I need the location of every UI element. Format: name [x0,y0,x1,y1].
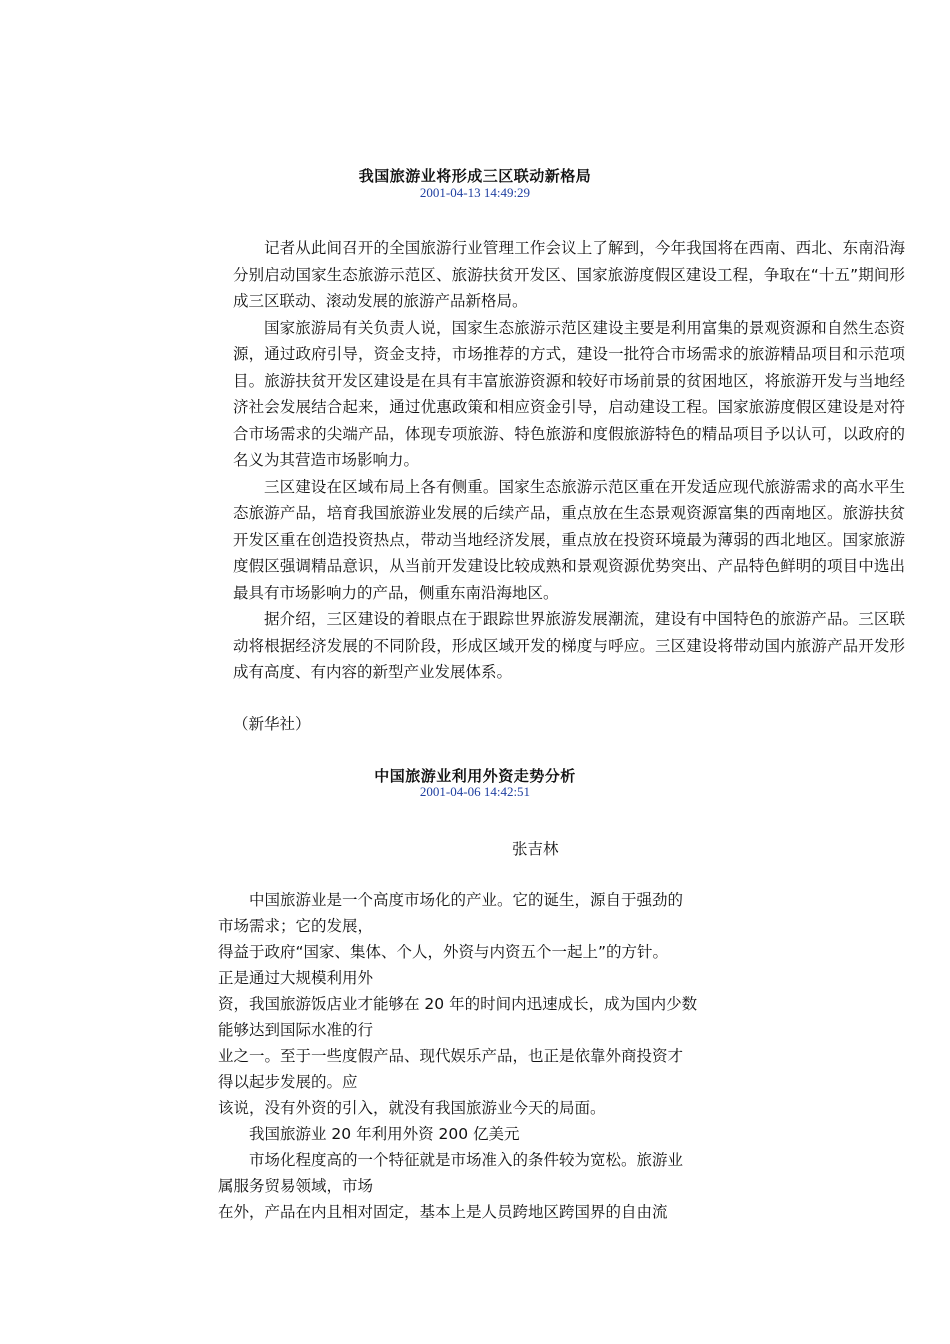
text-line: 该说，没有外资的引入，就没有我国旅游业今天的局面。 [218,1099,606,1117]
article-2-title: 中国旅游业利用外资走势分析 [374,767,576,785]
text-line: 中国旅游业是一个高度市场化的产业。它的诞生，源自于强劲的 [249,891,684,909]
article-2-date: 2001-04-06 14:42:51 [419,784,531,799]
paragraph: 国家旅游局有关负责人说，国家生态旅游示范区建设主要是利用富集的景观资源和自然生态资源，通过政府引导，资金支持，市场推荐的方式，建设一批符合市场需求的旅游精品项目和示范项目。旅游扶贫开发区建设是在具有丰富旅游资源和较好市场前景的贫困地区，将旅游开发与当地经济社会发展结合起来，通过优惠政策和相应资金引导，启动建设工程。国家旅游度假区建设是对符合市场需求的尖端产品，体现专项旅游、特色旅游和度假旅游特色的精品项目予以认可，以政府的名义为其营造市场影响力。 [233,318,905,469]
text-line: 能够达到国际水准的行 [218,1021,374,1039]
text-line: 属服务贸易领域，市场 [218,1177,374,1195]
text-line: 得益于政府“国家、集体、个人，外资与内资五个一起上”的方针。 [218,943,669,961]
article-2-author: 张吉林 [512,840,559,858]
text-line: 资，我国旅游饭店业才能够在 20 年的时间内迅速成长，成为国内少数 [218,995,698,1013]
article-1-title: 我国旅游业将形成三区联动新格局 [358,167,592,185]
article-1-source: （新华社） [233,715,311,733]
text-line: 正是通过大规模利用外 [218,969,374,987]
text-line: 市场需求；它的发展， [218,917,374,935]
text-line: 业之一。至于一些度假产品、现代娱乐产品，也正是依靠外商投资才 [218,1047,684,1065]
section-heading: 我国旅游业 20 年利用外资 200 亿美元 [249,1125,520,1143]
paragraph: 三区建设在区域布局上各有侧重。国家生态旅游示范区重在开发适应现代旅游需求的高水平生态旅游产品，培育我国旅游业发展的后续产品，重点放在生态景观资源富集的西南地区。旅游扶贫开发区重在创造投资热点，带动当地经济发展，重点放在投资环境最为薄弱的西北地区。国家旅游度假区强调精品意识，从当前开发建设比较成熟和景观资源优势突出、产品特色鲜明的项目中选出最具有市场影响力的产品，侧重东南沿海地区。 [233,477,905,602]
text-line: 市场化程度高的一个特征就是市场准入的条件较为宽松。旅游业 [249,1151,684,1169]
paragraph: 记者从此间召开的全国旅游行业管理工作会议上了解到，今年我国将在西南、西北、东南沿海分别启动国家生态旅游示范区、旅游扶贫开发区、国家旅游度假区建设工程，争取在“十五”期间形成三区联动、滚动发展的旅游产品新格局。 [233,239,905,310]
text-line: 在外，产品在内且相对固定，基本上是人员跨地区跨国界的自由流 [218,1203,668,1221]
text-line: 得以起步发展的。应 [218,1073,358,1091]
article-1-date: 2001-04-13 14:49:29 [419,185,531,200]
article-2-body [218,887,758,1225]
article-1-body [233,235,905,686]
paragraph: 据介绍，三区建设的着眼点在于跟踪世界旅游发展潮流，建设有中国特色的旅游产品。三区联动将根据经济发展的不同阶段，形成区域开发的梯度与呼应。三区建设将带动国内旅游产品开发形成有高度、有内容的新型产业发展体系。 [233,610,905,681]
